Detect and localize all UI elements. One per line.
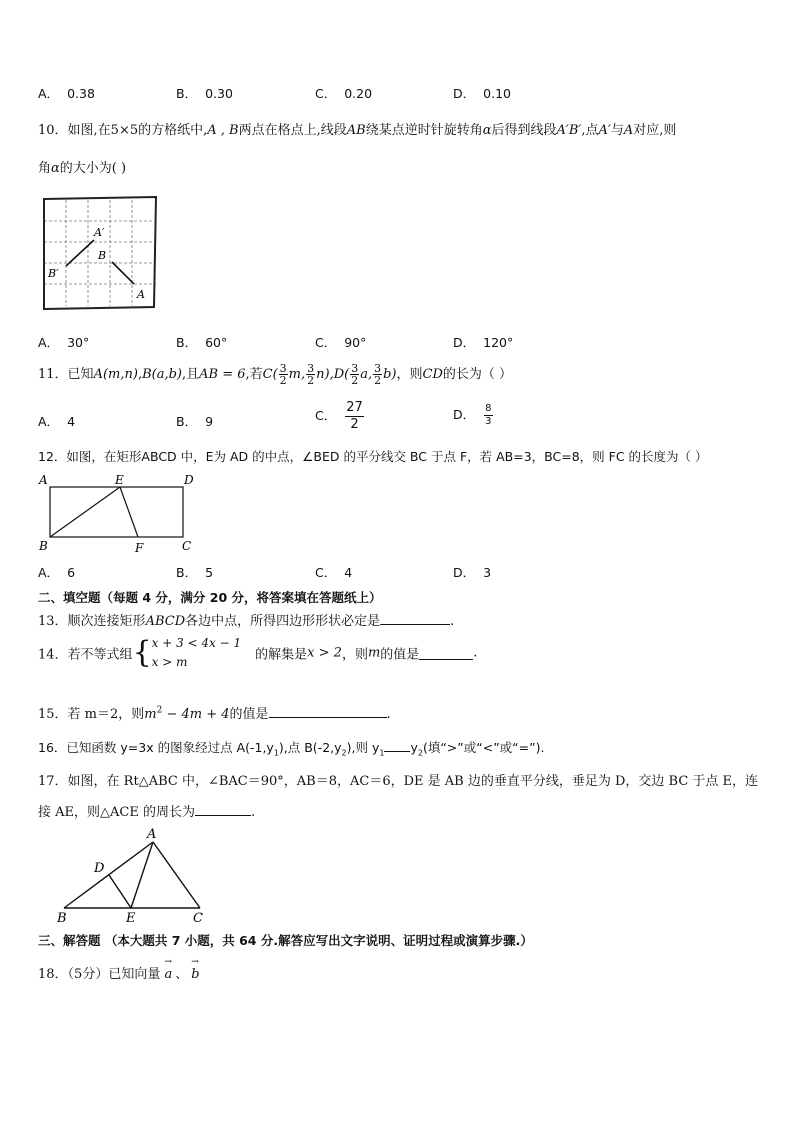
q14-text-part: ，则	[341, 647, 368, 663]
q15-math: m	[144, 707, 157, 722]
question-number: 16．	[38, 740, 67, 755]
q12-text	[38, 447, 708, 465]
q17-text-part: 接 AE，则△ACE 的周长为	[38, 805, 195, 820]
q11-math: CD	[422, 367, 443, 382]
option-value: 4	[67, 414, 76, 429]
q16-text-part: (填“>”或“<”或“=”).	[422, 740, 545, 755]
fraction-denominator: 2	[351, 374, 359, 387]
fraction	[350, 363, 359, 386]
label-F: F	[135, 541, 144, 555]
q11-math: b)	[383, 367, 397, 382]
option-value: 120°	[483, 335, 514, 350]
q10-text: 与	[610, 123, 624, 138]
q11-option-c	[315, 400, 365, 433]
option-label: D．	[453, 335, 476, 350]
subscript: 1	[273, 748, 279, 758]
question-number: 12．	[38, 449, 67, 464]
q15-text	[38, 703, 391, 722]
option-label: D．	[453, 86, 476, 101]
q11-math: n),	[316, 367, 334, 382]
vector-a	[164, 957, 173, 982]
q14-text-part: .	[473, 645, 478, 661]
option-label: D．	[453, 407, 476, 422]
option-label: C．	[315, 565, 337, 580]
question-number: 15．	[38, 707, 68, 722]
q18-score: （5分）	[67, 967, 109, 982]
q10-math: AB	[346, 123, 366, 138]
inequality-1: x + 3 < 4x − 1	[151, 636, 242, 650]
answer-blank[interactable]	[195, 803, 251, 816]
q14-text	[38, 634, 477, 672]
label-C: C	[193, 911, 203, 926]
fraction-denominator: 2	[279, 374, 287, 387]
option-value: 6	[67, 565, 76, 580]
q11-option-b	[176, 412, 213, 430]
option-label: C．	[315, 86, 337, 101]
q14-text-part: 的值是	[380, 647, 420, 663]
q13-text-part: 各边中点，所得四边形形状必定是	[185, 614, 381, 629]
q12-option-c	[315, 563, 352, 581]
q10-text: 两点在格点上,线段	[238, 123, 347, 138]
option-label: C．	[315, 408, 337, 423]
q15-text-part: .	[386, 707, 391, 722]
q11-math: AB = 6	[199, 367, 246, 382]
q10-option-a	[38, 333, 89, 351]
question-number: 18．	[38, 967, 68, 982]
option-label: B．	[176, 86, 198, 101]
option-label: A．	[38, 565, 60, 580]
q11-math: a,	[360, 367, 373, 382]
label-A: A	[137, 288, 145, 301]
q14-math: m	[367, 645, 381, 661]
segment-EF	[120, 487, 138, 537]
q11-option-d	[453, 403, 494, 428]
q18-text-part: 已知向量	[108, 967, 161, 982]
question-number: 10．	[38, 123, 68, 138]
q10-math: A , B	[207, 123, 239, 138]
fraction-numerator: 3	[307, 362, 315, 375]
q9-option-b	[176, 84, 233, 102]
fraction	[373, 363, 382, 386]
q13-text-part: .	[450, 614, 455, 629]
option-label: A．	[38, 335, 60, 350]
segment-ApBp	[66, 240, 94, 266]
option-label: C．	[315, 335, 337, 350]
q16-text	[38, 738, 544, 758]
label-B: B	[57, 911, 67, 926]
q16-text-part: y	[410, 740, 418, 755]
q12-option-a	[38, 563, 75, 581]
option-label: B．	[176, 335, 198, 350]
inequality-2: x > m	[151, 655, 188, 669]
q11-text-part: ,且	[181, 367, 200, 382]
q10-text: 的大小为( )	[59, 161, 127, 176]
fraction-numerator: 3	[374, 362, 382, 375]
q10-math: α	[51, 161, 60, 176]
q14-math: x > 2	[307, 645, 342, 661]
q12-option-b	[176, 563, 213, 581]
q10-text: 如图,在5×5的方格纸中,	[67, 123, 208, 138]
fraction-numerator: 27	[346, 400, 363, 415]
q16-text-part: 已知函数 y=3x 的图象经过点 A(-1,y	[66, 740, 274, 755]
label-A-prime: A′	[94, 226, 105, 239]
option-label: B．	[176, 565, 198, 580]
q10-option-c	[315, 333, 366, 351]
label-A: A	[147, 827, 157, 842]
subscript: 2	[417, 748, 423, 758]
option-value: 0.20	[344, 86, 373, 101]
q17-text-line1	[38, 770, 758, 789]
option-label: D．	[453, 565, 476, 580]
q11-math: A(m,n)	[93, 367, 138, 382]
fraction-numerator: 3	[279, 362, 287, 375]
label-E: E	[126, 911, 136, 926]
q15-text-part: 若 m＝2，则	[67, 707, 145, 722]
q10-text: 后得到线段	[491, 123, 557, 138]
q11-text-part: ，则	[396, 367, 423, 382]
segment-BE	[50, 487, 120, 537]
option-value: 4	[344, 565, 353, 580]
q10-math: A	[623, 123, 634, 138]
q17-text-part: .	[250, 805, 256, 820]
q11-math: C(	[262, 367, 278, 382]
q11-math: m,	[288, 367, 306, 382]
subscript: 1	[379, 748, 385, 758]
fraction	[345, 400, 364, 433]
label-B: B	[39, 539, 48, 553]
option-value: 5	[205, 565, 214, 580]
section-2-heading: 二、填空题（每题 4 分，满分 20 分，将答案填在答题纸上）	[38, 590, 382, 605]
fraction-denominator: 2	[374, 374, 382, 387]
fraction	[484, 403, 492, 428]
q9-option-a	[38, 84, 95, 102]
q10-grid-figure	[40, 194, 160, 310]
option-value: 90°	[344, 335, 367, 350]
q17-triangle-figure	[54, 826, 214, 926]
label-E: E	[115, 473, 124, 487]
answer-blank[interactable]	[384, 739, 410, 752]
q13-text	[38, 610, 454, 629]
q16-text-part: ),点 B(-2,y	[278, 740, 342, 755]
answer-blank[interactable]	[380, 612, 450, 625]
vector-b	[191, 957, 200, 982]
q11-option-a	[38, 412, 75, 430]
q10-text: 对应,则	[633, 123, 677, 138]
q11-text	[38, 362, 512, 388]
q15-math: − 4m + 4	[162, 707, 230, 722]
q11-text-part: ,若	[245, 367, 263, 382]
label-C: C	[182, 539, 192, 553]
q10-text: ,点	[581, 123, 599, 138]
segment-DE	[109, 875, 131, 908]
fraction-numerator: 3	[351, 362, 359, 375]
vector-arrow-icon: →	[191, 957, 199, 967]
q14-text-part: 的解集是	[255, 647, 308, 663]
answer-blank[interactable]	[269, 705, 387, 718]
q17-text-line2	[38, 801, 255, 820]
fraction-denominator: 3	[485, 416, 492, 427]
q11-math: D(	[333, 367, 350, 382]
q12-option-d	[453, 563, 491, 581]
question-number: 17．	[38, 774, 68, 789]
q11-text-part: 的长为（ ）	[442, 367, 513, 382]
question-number: 11．	[38, 367, 68, 382]
label-D: D	[184, 473, 194, 487]
q15-exponent: 2	[156, 705, 163, 716]
inequality-system	[152, 634, 242, 672]
q12-question-text: 如图，在矩形ABCD 中，E为 AD 的中点，∠BED 的平分线交 BC 于点 F，若 AB=3，BC=8，则 FC 的长度为（ ）	[66, 449, 708, 464]
segment-AE	[131, 842, 153, 908]
q16-text-part: ),则 y	[346, 740, 380, 755]
q10-text-line1	[38, 119, 676, 138]
question-number: 14．	[38, 647, 68, 663]
q10-text: 绕某点逆时针旋转角	[365, 123, 483, 138]
section-3-heading: 三、解答题 （本大题共 7 小题，共 64 分.解答应写出文字说明、证明过程或演算步骤.）	[38, 933, 533, 948]
brace-glyph: {	[132, 635, 152, 670]
vector-letter: a	[164, 967, 173, 982]
label-B-prime: B′	[48, 267, 59, 280]
fraction-denominator: 2	[307, 374, 315, 387]
q11-text-part: 已知	[67, 367, 94, 382]
fraction-denominator: 2	[350, 417, 359, 432]
label-D: D	[94, 861, 105, 876]
side-AB	[64, 842, 153, 908]
q9-option-d	[453, 84, 511, 102]
q18-text	[38, 957, 200, 982]
q10-math: α	[482, 123, 492, 138]
option-label: B．	[176, 414, 198, 429]
side-AC	[153, 842, 200, 908]
q10-text-line2	[38, 157, 126, 176]
q12-rectangle-figure	[36, 472, 206, 556]
q9-option-c	[315, 84, 372, 102]
q10-text: 角	[38, 161, 52, 176]
fraction-numerator: 8	[485, 403, 492, 414]
answer-blank[interactable]	[419, 647, 473, 660]
label-B: B	[98, 249, 107, 262]
option-value: 9	[205, 414, 214, 429]
option-value: 0.10	[483, 86, 511, 101]
option-value: 60°	[205, 335, 228, 350]
q10-math: A′B′	[556, 123, 582, 138]
q18-text-part: 、	[175, 967, 189, 982]
label-A: A	[39, 473, 48, 487]
option-label: A．	[38, 414, 60, 429]
subscript: 2	[341, 748, 347, 758]
option-value: 30°	[67, 335, 90, 350]
question-number: 13．	[38, 614, 68, 629]
fraction	[279, 363, 288, 386]
q13-math: ABCD	[145, 614, 186, 629]
q17-text-part: 如图，在 Rt△ABC 中，∠BAC＝90°，AB＝8，AC＝6，DE 是 AB 边的垂直平分线，垂足为 D，交边 BC 于点 E，连	[67, 774, 759, 789]
q10-math: A′	[598, 123, 611, 138]
q15-text-part: 的值是	[229, 707, 269, 722]
vector-arrow-icon: →	[164, 957, 173, 967]
option-value: 0.38	[67, 86, 95, 101]
vector-letter: b	[191, 967, 200, 982]
option-value: 3	[483, 565, 492, 580]
q11-text-part: ,	[137, 367, 143, 382]
option-value: 0.30	[205, 86, 233, 101]
q14-text-part: 若不等式组	[67, 647, 133, 663]
option-label: A．	[38, 86, 60, 101]
fraction	[306, 363, 315, 386]
q11-math: B(a,b)	[142, 367, 182, 382]
q13-text-part: 顺次连接矩形	[67, 614, 146, 629]
q10-option-b	[176, 333, 227, 351]
q10-option-d	[453, 333, 513, 351]
segment-AB	[112, 262, 134, 284]
